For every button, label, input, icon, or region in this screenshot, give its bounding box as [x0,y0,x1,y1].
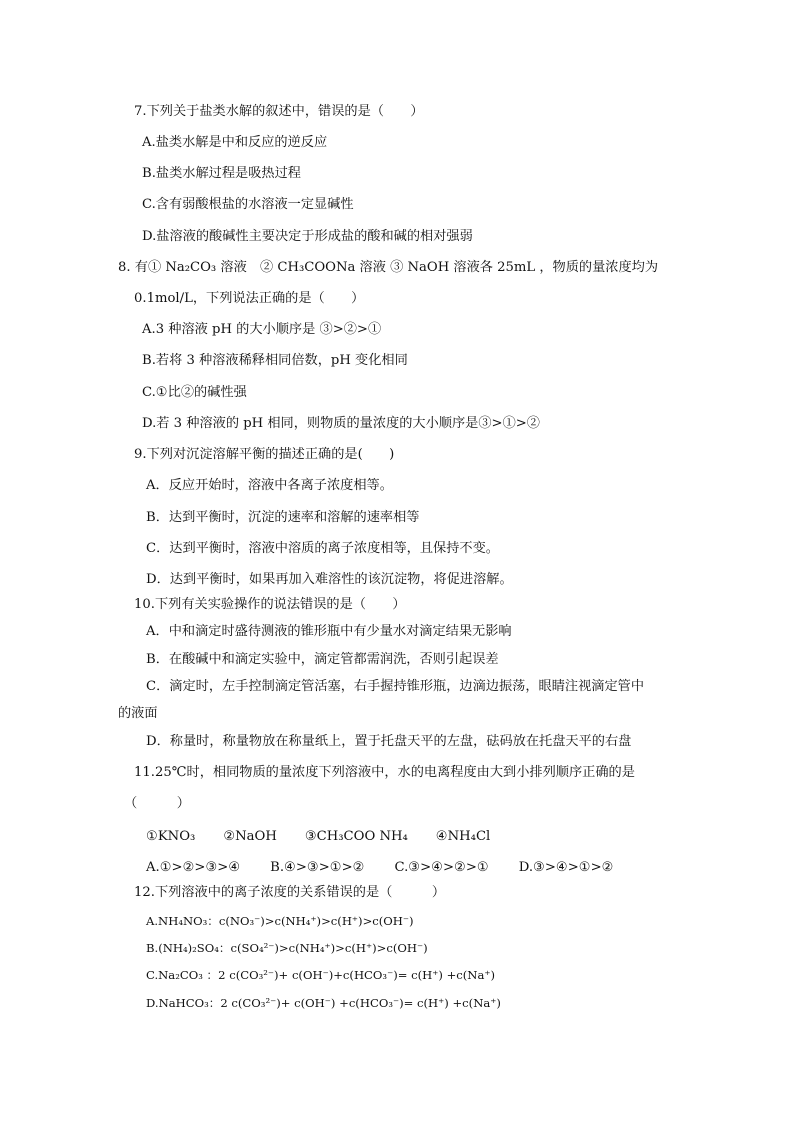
q8-option-a: A.3 种溶液 pH 的大小顺序是 ③>②>① [142,322,382,337]
q11-option-a: A.①>②>③>④ [146,860,241,875]
q8-option-d: D.若 3 种溶液的 pH 相同，则物质的量浓度的大小顺序是③>①>② [142,416,540,431]
q10-option-b: B．在酸碱中和滴定实验中，滴定管都需润洗，否则引起误差 [146,652,499,667]
q11-item-1: ①KNO₃ [146,829,196,844]
q11-items [146,828,490,846]
q11-option-d: D.③>④>①>② [518,860,614,875]
q9-option-c: C．达到平衡时，溶液中溶质的离子浓度相等，且保持不变。 [146,541,499,556]
q8-stem-line2: 0.1mol/L，下列说法正确的是（ ） [134,291,365,306]
q8-option-b: B.若将 3 种溶液稀释相同倍数，pH 变化相同 [142,353,408,368]
q10-option-d: D．称量时，称量物放在称量纸上，置于托盘天平的左盘，砝码放在托盘天平的右盘 [146,734,632,749]
q11-options [146,859,613,877]
q9-option-a: A．反应开始时，溶液中各离子浓度相等。 [146,478,393,493]
q11-stem-line1: 11.25℃时，相同物质的量浓度下列溶液中，水的电离程度由大到小排列顺序正确的是 [134,765,635,780]
q12-stem: 12.下列溶液中的离子浓度的关系错误的是（ ） [134,885,446,900]
q10-option-a: A．中和滴定时盛待测液的锥形瓶中有少量水对滴定结果无影响 [146,624,512,639]
q12-option-a: A.NH₄NO₃：c(NO₃⁻)>c(NH₄⁺)>c(H⁺)>c(OH⁻) [146,914,414,928]
q11-option-c: C.③>④>②>① [394,860,489,875]
q10-stem: 10.下列有关实验操作的说法错误的是（ ） [134,597,406,612]
q7-option-d: D.盐溶液的酸碱性主要决定于形成盐的酸和碱的相对强弱 [142,229,473,244]
q11-option-b: B.④>③>①>② [270,860,365,875]
q12-option-b: B.(NH₄)₂SO₄：c(SO₄²⁻)>c(NH₄⁺)>c(H⁺)>c(OH⁻) [146,941,428,955]
q7-stem: 7.下列关于盐类水解的叙述中，错误的是（ ） [134,104,424,119]
q10-option-c-line2: 的液面 [118,706,158,721]
q11-stem-line2: （ ） [124,796,190,811]
q8-option-c: C.①比②的碱性强 [142,385,247,400]
q9-option-d: D．达到平衡时，如果再加入难溶性的该沉淀物，将促进溶解。 [146,572,513,587]
q9-stem: 9.下列对沉淀溶解平衡的描述正确的是( ) [134,447,395,462]
q7-option-b: B.盐类水解过程是吸热过程 [142,166,301,181]
q8-stem-line1: 8. 有① Na₂CO₃ 溶液 ② CH₃COONa 溶液 ③ NaOH 溶液各 25mL ，物质的量浓度均为 [118,260,659,275]
q9-option-b: B．达到平衡时，沉淀的速率和溶解的速率相等 [146,510,420,525]
q11-item-4: ④NH₄Cl [435,829,491,844]
q11-item-3: ③CH₃COO NH₄ [304,829,408,844]
q10-option-c-line1: C．滴定时，左手控制滴定管活塞，右手握持锥形瓶，边滴边振荡，眼睛注视滴定管中 [146,679,645,694]
q7-option-a: A.盐类水解是中和反应的逆反应 [142,135,328,150]
q11-item-2: ②NaOH [223,829,277,844]
q7-option-c: C.含有弱酸根盐的水溶液一定显碱性 [142,197,354,212]
q12-option-d: D.NaHCO₃：2 c(CO₃²⁻)+ c(OH⁻) +c(HCO₃⁻)= c(H⁺) +c(Na⁺) [146,996,501,1010]
q12-option-c: C.Na₂CO₃ ：2 c(CO₃²⁻)+ c(OH⁻)+c(HCO₃⁻)= c(H⁺) +c(Na⁺) [146,968,496,982]
